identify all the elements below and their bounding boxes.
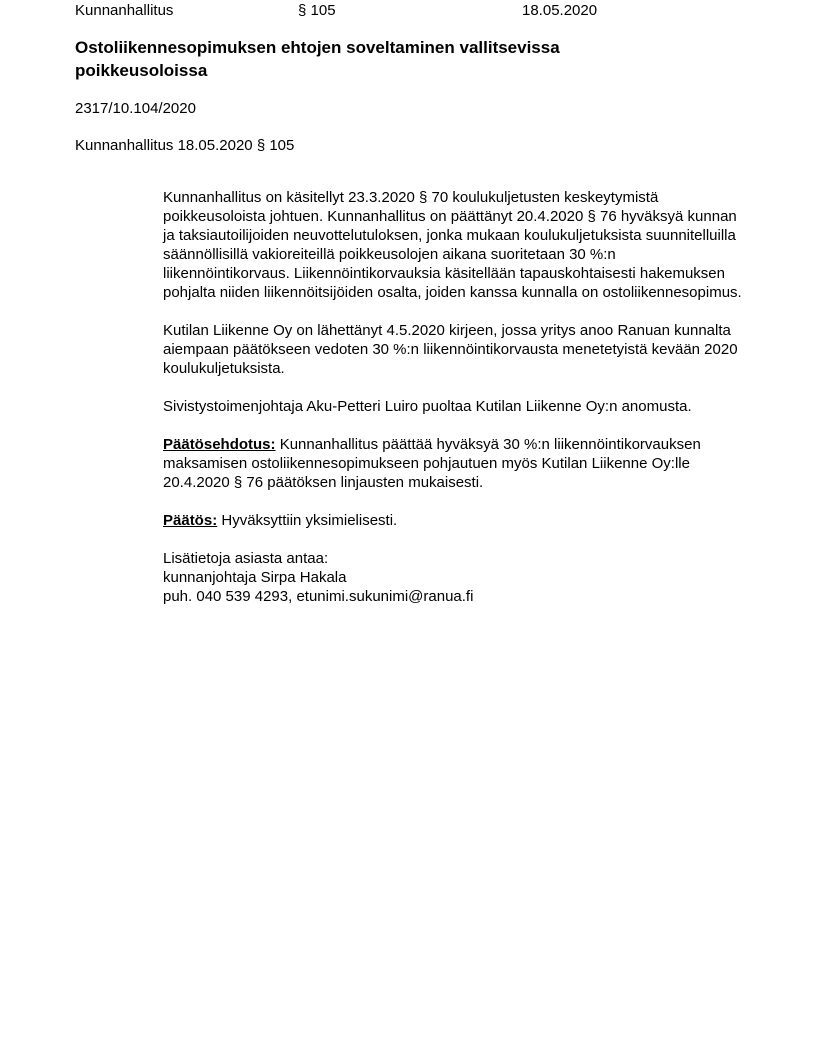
decision-label: Päätös: (163, 512, 218, 529)
proposal-paragraph (163, 435, 745, 492)
document-body (163, 188, 745, 606)
body-paragraph-background: Kunnanhallitus on käsitellyt 23.3.2020 § 70 koulukuljetusten keskeytymistä poikkeusoloista johtuen. Kunnanhallitus on päättänyt 20.4.2020 § 76 hyväksyä kunnan ja taksiautoilijoiden neuvottelutuloksen, jonka mukaan koulukuljetuksista suunnitelluilla säännöllisillä vakioreiteillä poikkeusolojen aikana suoritetaan 30 %:n liikennöintikorvaus. Liikennöintikorvauksia käsitellään tapauskohtaisesti hakemuksen pohjalta niiden liikennöitsijöiden osalta, joiden kanssa kunnalla on ostoliikennesopimus. (163, 189, 742, 301)
contact-name-line: kunnanjohtaja Sirpa Hakala (163, 569, 347, 586)
meeting-reference-line: Kunnanhallitus 18.05.2020 § 105 (75, 137, 295, 154)
proposal-text: Kunnanhallitus päättää hyväksyä 30 %:n liikennöintikorvauksen maksamisen ostoliikennesopimukseen pohjautuen myös Kutilan Liikenne Oy:lle 20.4.2020 § 76 päätöksen linjausten mukaisesti. (163, 436, 701, 491)
case-number: 2317/10.104/2020 (75, 100, 196, 117)
proposal-label: Päätösehdotus: (163, 436, 276, 453)
body-paragraph-request: Kutilan Liikenne Oy on lähettänyt 4.5.2020 kirjeen, jossa yritys anoo Ranuan kunnalta aiempaan päätökseen vedoten 30 %:n liikennöintikorvausta menetetyistä kevään 2020 koulukuljetuksista. (163, 322, 738, 377)
decision-paragraph (163, 511, 745, 530)
page-title: Ostoliikennesopimuksen ehtojen soveltaminen vallitsevissa poikkeusoloissa (75, 38, 560, 80)
decision-text: Hyväksyttiin yksimielisesti. (221, 512, 398, 529)
document-header (0, 1, 816, 20)
body-paragraph-endorsement: Sivistystoimenjohtaja Aku-Petteri Luiro puoltaa Kutilan Liikenne Oy:n anomusta. (163, 398, 692, 415)
header-date: 18.05.2020 (522, 2, 598, 19)
contact-intro-line: Lisätietoja asiasta antaa: (163, 550, 329, 567)
header-committee-name: Kunnanhallitus (75, 2, 174, 19)
contact-info (163, 549, 745, 606)
header-section-number: § 105 (298, 2, 336, 19)
contact-phone-email-line: puh. 040 539 4293, etunimi.sukunimi@ranua.fi (163, 588, 474, 605)
